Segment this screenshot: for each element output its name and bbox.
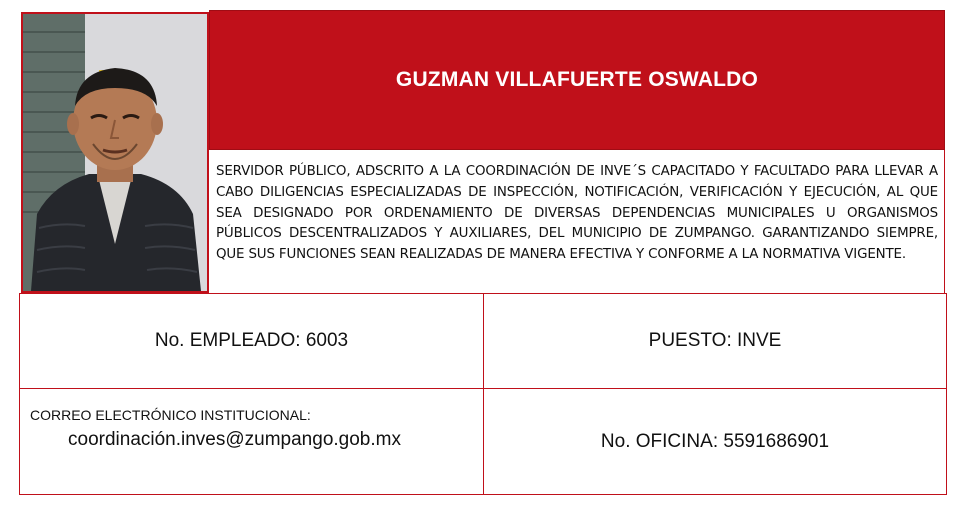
email-label: CORREO ELECTRÓNICO INSTITUCIONAL: bbox=[30, 407, 311, 423]
employee-photo bbox=[21, 12, 209, 293]
position-cell bbox=[484, 294, 946, 388]
employee-number: No. EMPLEADO: 6003 bbox=[154, 330, 349, 351]
employee-position: PUESTO: INVE bbox=[648, 330, 782, 351]
info-grid bbox=[19, 293, 947, 495]
employee-number-cell bbox=[20, 294, 483, 388]
employee-description: SERVIDOR PÚBLICO, ADSCRITO A LA COORDINACIÓN DE INVE´S CAPACITADO Y FACULTADO PARA LLEVAR A CABO DILIGENCIAS ESPECIALIZADAS DE INSPECCIÓN, NOTIFICACIÓN, VERIFICACIÓN Y EJECUCIÓN, AL QUE SEA DESIGNADO POR ORDENAMIENTO DE DIVERSAS DEPENDENCIAS MUNICIPALES U ORGANISMOS PÚBLICOS DESCENTRALIZADOS Y AUXILIARES, DEL MUNICIPIO DE ZUMPANGO. GARANTIZANDO SIEMPRE, QUE SUS FUNCIONES SEAN REALIZADAS DE MANERA EFECTIVA Y CONFORME A LA NORMATIVA VIGENTE. bbox=[216, 164, 938, 263]
card-header bbox=[209, 10, 945, 150]
email-value: coordinación.inves@zumpango.gob.mx bbox=[68, 429, 401, 450]
person-portrait-image bbox=[23, 14, 207, 291]
employee-name: GUZMAN VILLAFUERTE OSWALDO bbox=[395, 68, 759, 91]
office-phone-cell bbox=[484, 389, 946, 494]
email-cell bbox=[20, 389, 483, 494]
employee-card bbox=[19, 10, 947, 495]
office-phone: No. OFICINA: 5591686901 bbox=[600, 430, 830, 452]
